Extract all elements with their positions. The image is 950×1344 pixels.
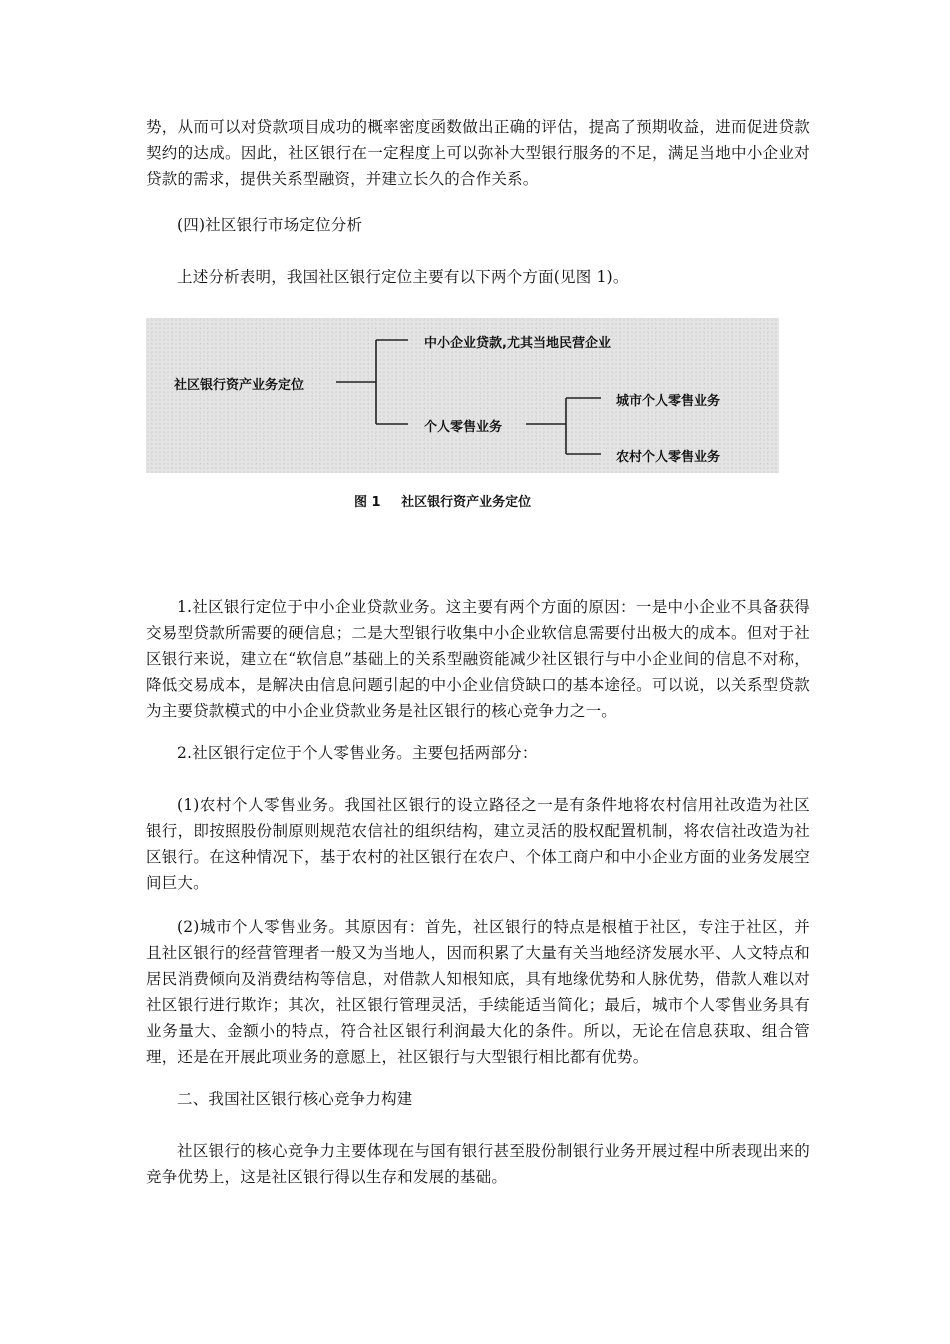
paragraph-core-competence: 社区银行的核心竞争力主要体现在与国有银行甚至股份制银行业务开展过程中所表现出来的竞争优势上，这是社区银行得以生存和发展的基础。 <box>146 1142 810 1186</box>
figure-positioning-diagram <box>146 318 779 473</box>
paragraph-city-retail: (2)城市个人零售业务。其原因有：首先，社区银行的特点是根植于社区，专注于社区，并且社区银行的经营管理者一般又为当地人，因而积累了大量有关当地经济发展水平、人文特点和居民消费倾向及消费结构等信息，对借款人知根知底，具有地缘优势和人脉优势，借款人难以对社区银行进行欺诈；其次，社区银行管理灵活，手续能适当简化；最后，城市个人零售业务具有业务量大、金额小的特点，符合社区银行利润最大化的条件。所以，无论在信息获取、组合管理，还是在开展此项业务的意愿上，社区银行与大型银行相比都有优势。 <box>146 918 810 1066</box>
paragraph-positioning-summary: 上述分析表明，我国社区银行定位主要有以下两个方面(见图 1)。 <box>177 268 629 286</box>
figure-caption-title: 社区银行资产业务定位 <box>401 495 532 510</box>
diagram-leaf-rural-label: 农村个人零售业务 <box>616 450 721 465</box>
paragraph-rural-retail: (1)农村个人零售业务。我国社区银行的设立路径之一是有条件地将农村信用社改造为社区银行，即按照股份制原则规范农信社的组织结构，建立灵活的股权配置机制，将农信社改造为社区银行。在这种情况下，基于农村的社区银行在农户、个体工商户和中小企业方面的业务发展空间巨大。 <box>146 796 810 892</box>
section-heading-market-positioning: (四)社区银行市场定位分析 <box>177 216 363 234</box>
paragraph-intro: 势，从而可以对贷款项目成功的概率密度函数做出正确的评估，提高了预期收益，进而促进贷款契约的达成。因此，社区银行在一定程度上可以弥补大型银行服务的不足，满足当地中小企业对贷款的需求，提供关系型融资，并建立长久的合作关系。 <box>146 118 810 188</box>
figure-caption-number: 图 1 <box>354 495 381 510</box>
diagram-root-label: 社区银行资产业务定位 <box>174 378 305 393</box>
diagram-branch-sme-label: 中小企业贷款,尤其当地民营企业 <box>424 336 611 351</box>
diagram-branch-retail-label: 个人零售业务 <box>424 420 503 435</box>
diagram-leaf-city-label: 城市个人零售业务 <box>616 394 721 409</box>
paragraph-retail-positioning: 2.社区银行定位于个人零售业务。主要包括两部分： <box>177 744 538 762</box>
paragraph-sme-positioning: 1.社区银行定位于中小企业贷款业务。这主要有两个方面的原因：一是中小企业不具备获得交易型贷款所需要的硬信息；二是大型银行收集中小企业软信息需要付出极大的成本。但对于社区银行来说，建立在“软信息”基础上的关系型融资能减少社区银行与中小企业间的信息不对称，降低交易成本，是解决由信息问题引起的中小企业信贷缺口的基本途径。可以说，以关系型贷款为主要贷款模式的中小企业贷款业务是社区银行的核心竞争力之一。 <box>146 598 810 720</box>
figure-caption <box>354 491 531 510</box>
section-heading-core-competence: 二、我国社区银行核心竞争力构建 <box>177 1090 413 1108</box>
